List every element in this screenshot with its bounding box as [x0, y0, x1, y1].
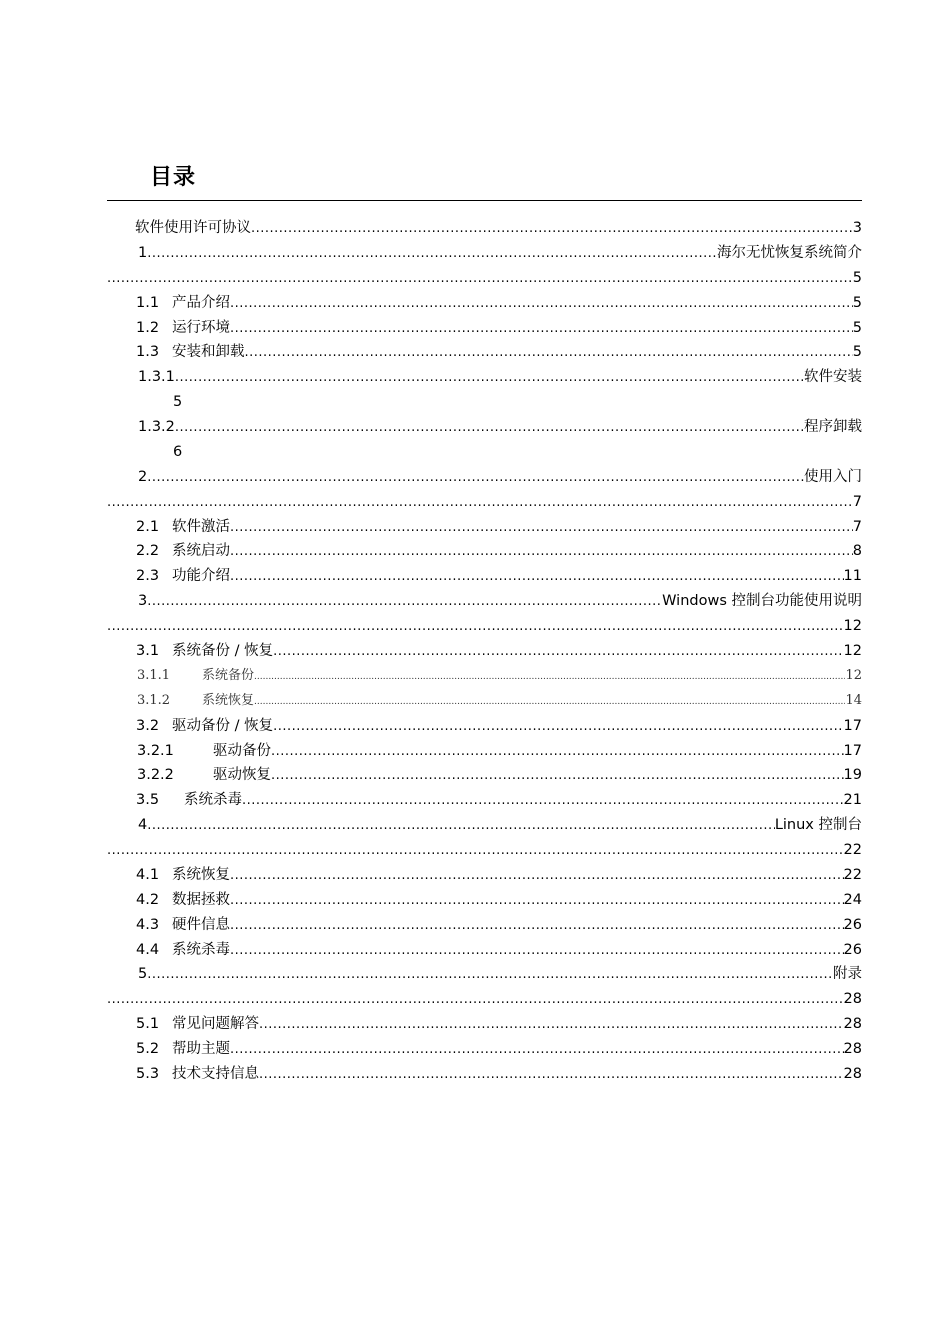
toc-entry-text: 硬件信息 — [172, 917, 230, 933]
toc-entry-page: 24 — [843, 892, 862, 908]
toc-entry-3[interactable] — [138, 591, 862, 611]
toc-entry-page: 3 — [852, 220, 862, 236]
leader-dots — [273, 717, 843, 737]
leader-dots — [230, 319, 853, 339]
leader-dots — [230, 567, 844, 587]
toc-entry-text: 产品介绍 — [172, 295, 230, 311]
toc-entry-number: 2.1 — [136, 519, 160, 535]
toc-entry-5[interactable] — [138, 964, 862, 984]
leader-dots — [107, 990, 844, 1010]
toc-entry-text: 运行环境 — [172, 320, 230, 336]
toc-entry-page: 22 — [843, 867, 862, 883]
toc-entry-page: 14 — [845, 693, 862, 708]
leader-dots — [147, 965, 833, 985]
toc-entry-text: 技术支持信息 — [172, 1066, 259, 1082]
toc-entry-text: 系统杀毒 — [172, 942, 230, 958]
toc-entry-text: 软件激活 — [172, 519, 230, 535]
toc-entry-1[interactable] — [138, 243, 862, 263]
toc-entry-1-1[interactable] — [136, 293, 862, 313]
toc-entry-page: 7 — [852, 494, 862, 510]
toc-entry-text: 帮助主题 — [172, 1041, 230, 1057]
toc-entry-text: 海尔无忧恢复系统简介 — [717, 245, 862, 261]
leader-dots — [107, 841, 844, 861]
toc-entry-2[interactable] — [138, 467, 862, 487]
toc-entry-page: 17 — [843, 718, 862, 734]
toc-entry-page: 26 — [843, 917, 862, 933]
toc-entry-4-4[interactable] — [136, 940, 862, 960]
toc-entry-number: 5.2 — [136, 1041, 160, 1057]
toc-entry-1-2[interactable] — [136, 318, 862, 338]
toc-entry-number: 3.2.1 — [137, 743, 174, 759]
heading-rule — [107, 200, 862, 201]
toc-entry-1-3-2[interactable] — [138, 417, 862, 437]
toc-entry-text: 软件使用许可协议 — [135, 220, 251, 236]
toc-entry-4-3[interactable] — [136, 915, 862, 935]
toc-entry-page: 19 — [843, 767, 862, 783]
toc-entry-2-3[interactable] — [136, 566, 862, 586]
leader-dots — [175, 418, 804, 438]
toc-entry-3-2-1[interactable] — [137, 741, 862, 761]
toc-entry-number: 3.1 — [136, 643, 160, 659]
toc-entry-5-2[interactable] — [136, 1039, 862, 1059]
toc-entry-number: 5 — [138, 966, 148, 982]
toc-entry-3-1-2[interactable] — [137, 691, 862, 711]
toc-entry-number: 1.3.2 — [138, 419, 175, 435]
toc-entry-number: 4.4 — [136, 942, 160, 958]
toc-entry-page: 17 — [843, 743, 862, 759]
toc-entry-text: 常见问题解答 — [172, 1016, 259, 1032]
toc-entry-text: 系统备份 / 恢复 — [172, 643, 274, 659]
toc-entry-1-3[interactable] — [136, 342, 862, 362]
toc-entry-page: 12 — [843, 618, 862, 634]
toc-entry-1-3-1[interactable] — [138, 367, 862, 387]
leader-dots — [107, 617, 844, 637]
toc-entry-3-2-2[interactable] — [137, 765, 862, 785]
leader-dots — [254, 692, 845, 712]
leader-dots — [147, 592, 662, 612]
toc-entry-number: 3.2 — [136, 718, 160, 734]
leader-dots — [271, 742, 844, 762]
toc-entry-4[interactable] — [138, 815, 862, 835]
toc-entry-number: 3.2.2 — [137, 767, 174, 783]
leader-dots — [271, 766, 844, 786]
leader-dots — [230, 866, 844, 886]
leader-dots — [107, 269, 853, 289]
leader-dots — [230, 294, 853, 314]
toc-entry-page: 28 — [843, 1016, 862, 1032]
toc-entry-number: 3.5 — [136, 792, 160, 808]
toc-entry-number: 3.1.2 — [137, 693, 171, 708]
toc-entry-3-continuation — [107, 616, 862, 636]
leader-dots — [230, 542, 853, 562]
toc-entry-number: 1.3.1 — [138, 369, 175, 385]
toc-entry-2-1[interactable] — [136, 517, 862, 537]
toc-entry-page: 26 — [843, 942, 862, 958]
leader-dots — [242, 791, 844, 811]
toc-entry-page: 5 — [173, 394, 183, 410]
toc-entry-page: 12 — [843, 643, 862, 659]
toc-entry-2-2[interactable] — [136, 541, 862, 561]
toc-entry-number: 4.1 — [136, 867, 160, 883]
toc-entry-number: 4.2 — [136, 892, 160, 908]
leader-dots — [147, 244, 717, 264]
toc-entry-text: 数据拯救 — [172, 892, 230, 908]
toc-entry-page: 7 — [852, 519, 862, 535]
toc-entry-text: Windows 控制台功能使用说明 — [662, 593, 862, 609]
toc-entry-text: 使用入门 — [804, 469, 862, 485]
toc-entry-page: 6 — [173, 444, 183, 460]
toc-entry-2-continuation — [107, 492, 862, 512]
toc-entry-page: 21 — [843, 792, 862, 808]
toc-entry-text: Linux 控制台 — [774, 817, 862, 833]
toc-entry-number: 5.1 — [136, 1016, 160, 1032]
leader-dots — [147, 816, 775, 836]
toc-entry-number: 3.1.1 — [137, 668, 171, 683]
toc-entry-number: 1.1 — [136, 295, 160, 311]
toc-entry-text: 附录 — [833, 966, 862, 982]
toc-entry-4-continuation — [107, 840, 862, 860]
toc-entry-text: 安装和卸载 — [172, 344, 245, 360]
leader-dots — [230, 1040, 844, 1060]
toc-entry-text: 程序卸载 — [804, 419, 862, 435]
leader-dots — [107, 493, 853, 513]
toc-entry-4-1[interactable] — [136, 865, 862, 885]
toc-entry-5-1[interactable] — [136, 1014, 862, 1034]
toc-entry-3-5[interactable] — [136, 790, 862, 810]
leader-dots — [175, 368, 804, 388]
toc-entry-5-3[interactable] — [136, 1064, 862, 1084]
toc-entry-number: 2 — [138, 469, 148, 485]
toc-entry-page: 11 — [843, 568, 862, 584]
toc-entry-3-1[interactable] — [136, 641, 862, 661]
toc-entry-page: 5 — [852, 270, 862, 286]
toc-entry-page: 28 — [843, 1041, 862, 1057]
leader-dots — [259, 1015, 844, 1035]
leader-dots — [273, 642, 843, 662]
leader-dots — [230, 916, 844, 936]
toc-entry-page: 5 — [852, 295, 862, 311]
toc-entry-page: 5 — [852, 320, 862, 336]
toc-entry-3-2[interactable] — [136, 716, 862, 736]
toc-entry-number: 4 — [138, 817, 148, 833]
toc-entry-text: 系统备份 — [202, 668, 255, 683]
leader-dots — [259, 1065, 844, 1085]
toc-heading: 目录 — [150, 165, 197, 190]
toc-entry-number: 1.3 — [136, 344, 160, 360]
toc-entry-text: 驱动备份 — [213, 743, 271, 759]
toc-entry-number: 5.3 — [136, 1066, 160, 1082]
leader-dots — [230, 518, 853, 538]
toc-entry-text: 系统恢复 — [172, 867, 230, 883]
toc-entry-text: 系统恢复 — [202, 693, 255, 708]
toc-entry-number: 3 — [138, 593, 148, 609]
toc-entry-text: 系统杀毒 — [184, 792, 242, 808]
toc-entry-5-continuation — [107, 989, 862, 1009]
toc-entry-text: 软件安装 — [804, 369, 862, 385]
toc-entry-page: 28 — [843, 991, 862, 1007]
toc-entry-license[interactable] — [135, 218, 862, 238]
toc-entry-number: 4.3 — [136, 917, 160, 933]
toc-entry-text: 驱动恢复 — [213, 767, 271, 783]
toc-entry-number: 1.2 — [136, 320, 160, 336]
toc-entry-page: 8 — [852, 543, 862, 559]
leader-dots — [251, 219, 853, 239]
toc-entry-text: 驱动备份 / 恢复 — [172, 718, 274, 734]
toc-entry-3-1-1[interactable] — [137, 666, 862, 686]
toc-entry-4-2[interactable] — [136, 890, 862, 910]
toc-entry-number: 2.3 — [136, 568, 160, 584]
toc-entry-number: 1 — [138, 245, 148, 261]
toc-entry-text: 系统启动 — [172, 543, 230, 559]
leader-dots — [254, 667, 845, 687]
leader-dots — [245, 343, 853, 363]
toc-entry-page: 22 — [843, 842, 862, 858]
leader-dots — [147, 468, 804, 488]
toc-entry-page: 28 — [843, 1066, 862, 1082]
toc-entry-1-continuation — [107, 268, 862, 288]
leader-dots — [230, 891, 844, 911]
toc-entry-text: 功能介绍 — [172, 568, 230, 584]
toc-entry-page: 5 — [852, 344, 862, 360]
leader-dots — [230, 941, 844, 961]
toc-entry-number: 2.2 — [136, 543, 160, 559]
toc-entry-page: 12 — [845, 668, 862, 683]
